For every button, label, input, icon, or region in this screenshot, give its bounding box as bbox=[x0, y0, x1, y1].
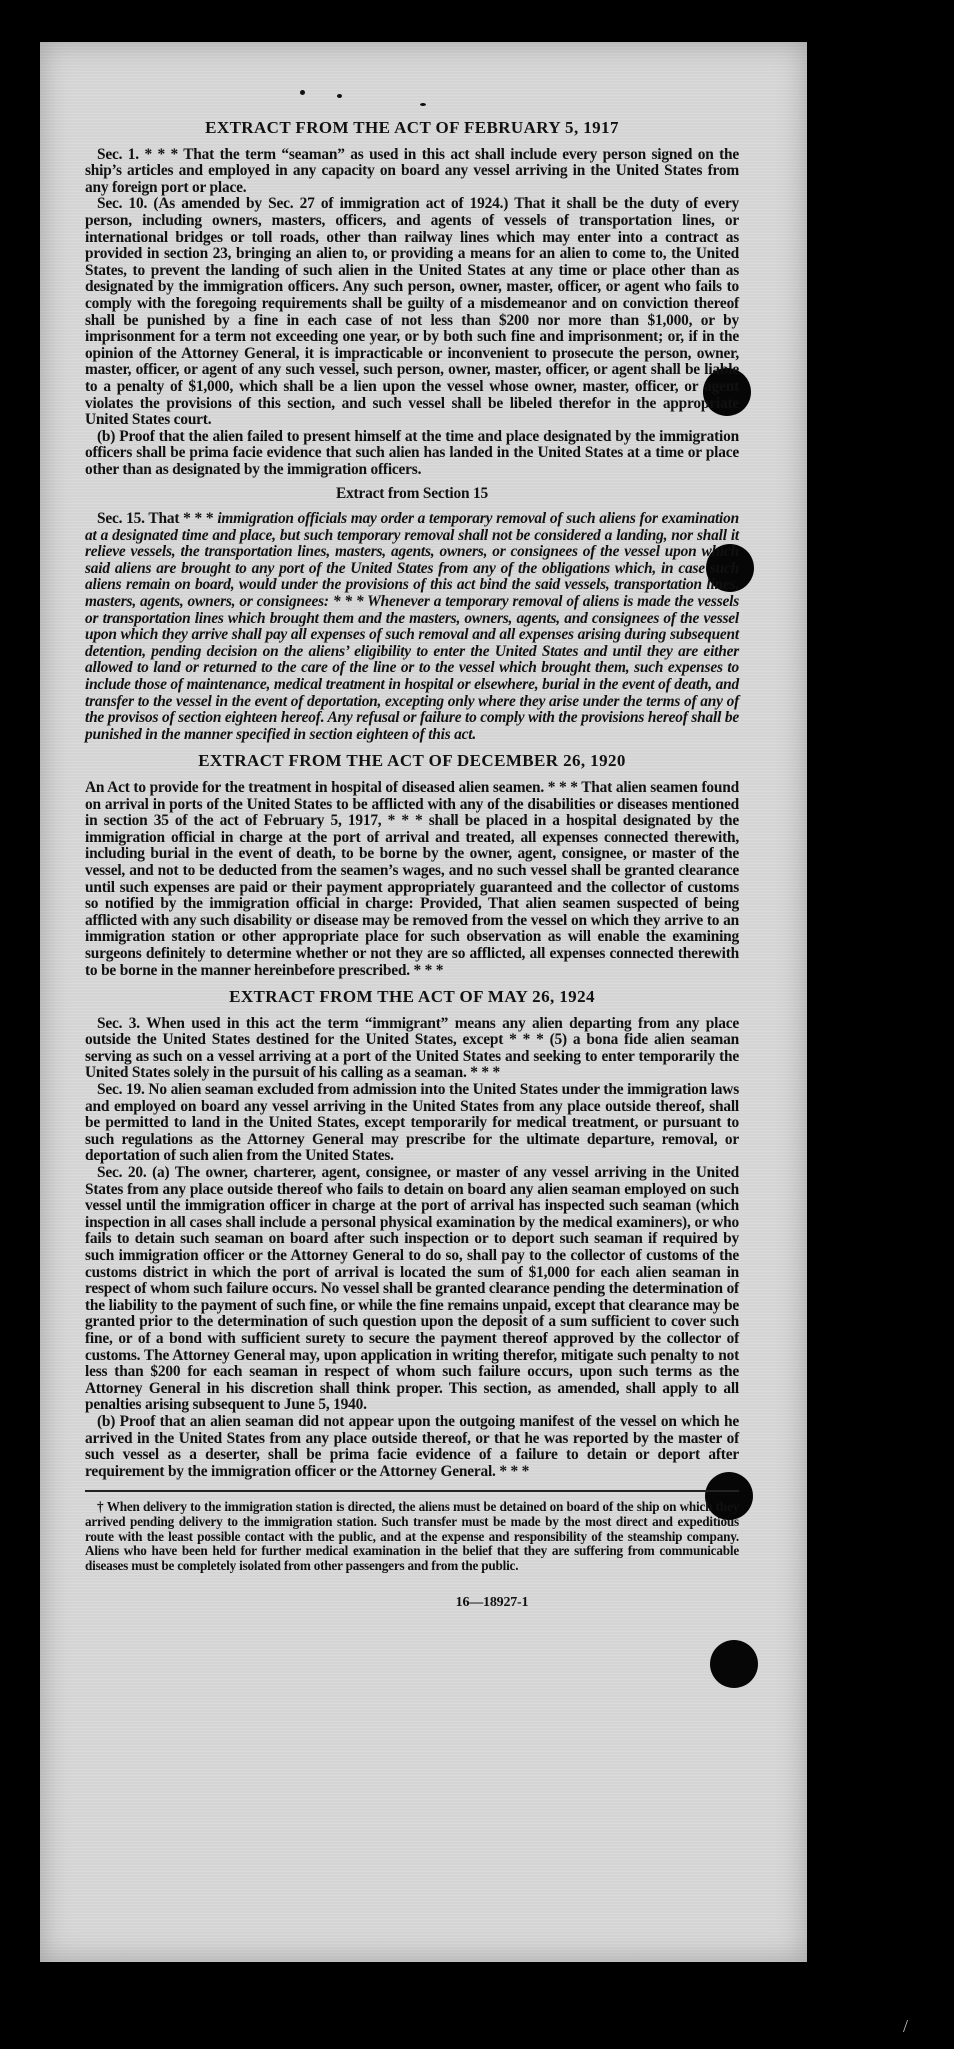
section-10b-paragraph: (b) Proof that the alien failed to present himself at the time and place designated by the immigration officers shall be prima facie evidence that such alien has landed in the United States at a time or place other than as designated by the immigration officers. bbox=[85, 427, 739, 478]
document-body bbox=[85, 120, 739, 1612]
ink-speck bbox=[337, 94, 342, 98]
section-10-paragraph: Sec. 10. (As amended by Sec. 27 of immigration act of 1924.) That it shall be the duty of every person, including owners, masters, officers, and agents of vessels of transportation lines, or international bridges or toll roads, other than railway lines which may enter into a contract as provided in section 23, bringing an alien to, or providing a means for an alien to come to, the United States, to prevent the landing of such alien in the United States at any time or place other than as designated by the immigration officers. Any such person, owner, master, officer, or agent who fails to comply with the foregoing requirements shall be guilty of a misdemeanor and on conviction thereof shall be punished by a fine in each case of not less than $200 nor more than $1,000, or by imprisonment for a term not exceeding one year, or by both such fine and imprisonment; or, if in the opinion of the Attorney General, it is impracticable or inconvenient to prosecute the person, owner, master, officer, or agent of any such vessel, such person, owner, master, officer, or agent shall be liable to a penalty of $1,000, which shall be a lien upon the vessel whose owner, master, officer, or agent violates the provisions of this section, and such vessel shall be libeled therefor in the appropriate United States court. bbox=[85, 195, 739, 429]
ink-speck bbox=[420, 103, 426, 106]
heading-act-1924: EXTRACT FROM THE ACT OF MAY 26, 1924 bbox=[229, 987, 595, 1007]
subheading-section-15: Extract from Section 15 bbox=[336, 485, 488, 503]
section-15-italic-text: immigration officials may order a temporary removal of such aliens for examination at a designated time and place, but such temporary removal shall not be considered a landing, nor shall it relieve vessels, the transportation lines, masters, agents, owners, or consignees of the vessel upon which said aliens are brought to any port of the United States from any of the obligations which, in case such aliens remain on board, would under the provisions of this act bind the said vessels, transportation lines, masters, agents, owners, or consignees: * * * Whenever a temporary removal of aliens is made the vessels or transportation lines which brought them and the masters, owners, agents, and consignees of the vessel upon which they arrive shall pay all expenses of such removal and all expenses arising during subsequent detention, pending decision on the aliens’ eligibility to enter the United States and until they are either allowed to land or returned to the care of the line or to the vessel which brought them, such expenses to include those of maintenance, medical treatment in hospital or elsewhere, burial in the event of death, and transfer to the vessel in the event of deportation, excepting only where they arise under the terms of any of the provisos of section eighteen hereof. Any refusal or failure to comply with the provisions hereof shall be punished in the manner specified in section eighteen of this act. bbox=[85, 510, 739, 743]
section-19-paragraph: Sec. 19. No alien seaman excluded from admission into the United States under the immigration laws and employed on board any vessel arriving in the United States from any place outside thereof, shall be permitted to land in the United States, except temporarily for medical treatment, or pursuant to such regulations as the Attorney General may prescribe for the ultimate departure, removal, or deportation of such alien from the United States. bbox=[85, 1081, 739, 1165]
section-15-paragraph bbox=[85, 511, 739, 743]
act-1920-paragraph: An Act to provide for the treatment in hospital of diseased alien seamen. * * * That alien seamen found on arrival in ports of the United States to be afflicted with any of the disabilities or diseases mentioned in section 35 of the act of February 5, 1917, * * * shall be placed in a hospital designated by the immigration official in charge at the port of arrival and treated, all expenses connected therewith, including burial in the event of death, to be borne by the owner, agent, consignee, or master of the vessel, and not to be deducted from the seamen’s wages, and no such vessel shall be granted clearance until such expenses are paid or their payment appropriately guaranteed and the collector of customs so notified by the immigration official in charge: Provided, That alien seamen suspected of being afflicted with any such disability or disease may be removed from the vessel on which they arrive to an immigration station or other appropriate place for such observation as will enable the examining surgeons definitely to determine whether or not they are so afflicted, all expenses connected therewith to be borne in the manner hereinbefore prescribed. * * * bbox=[85, 778, 739, 979]
section-1-paragraph: Sec. 1. * * * That the term “seaman” as used in this act shall include every person signed on the ship’s articles and employed in any capacity on board any vessel arriving in the United States from any foreign port or place. bbox=[85, 145, 739, 196]
section-20b-paragraph: (b) Proof that an alien seaman did not appear upon the outgoing manifest of the vessel on which he arrived in the United States from any place outside thereof, or that he was reported by the master of such vessel as a deserter, shall be prima facie evidence of a failure to detain or deport after requirement by the immigration officer or the Attorney General. * * * bbox=[85, 1412, 739, 1480]
heading-act-1917: EXTRACT FROM THE ACT OF FEBRUARY 5, 1917 bbox=[205, 118, 619, 137]
ink-speck bbox=[300, 90, 305, 95]
footnote-divider bbox=[85, 1490, 739, 1492]
footnote-text: † When delivery to the immigration station is directed, the aliens must be detained on board of the ship on which they arrived pending delivery to the immigration station. Such transfer must be made by the most direct and expeditious route with the least possible contact with the public, and at the expense and responsibility of the steamship company. Aliens who have been held for further medical examination in the belief that they are suffering from communicable diseases must be completely isolated from other passengers and from the public. bbox=[85, 1499, 739, 1573]
scan-mark: / bbox=[903, 2016, 909, 2036]
section-15-lead: Sec. 15. That * * * bbox=[97, 510, 218, 528]
form-number: 16—18927-1 bbox=[455, 1595, 529, 1611]
heading-act-1920: EXTRACT FROM THE ACT OF DECEMBER 26, 1920 bbox=[198, 751, 626, 771]
section-20-paragraph: Sec. 20. (a) The owner, charterer, agent, consignee, or master of any vessel arriving in the United States from any place outside thereof who fails to detain on board any alien seaman employed on such vessel until the immigration officer in charge at the port of arrival has inspected such seaman (which inspection in all cases shall include a personal physical examination by the medical examiners), or who fails to detain such seaman on board after such inspection or to deport such seaman if required by such immigration officer or the Attorney General to do so, shall pay to the collector of customs of the customs district in which the port of arrival is located the sum of $1,000 for each alien seaman in respect of whom such failure occurs. No vessel shall be granted clearance pending the determination of the liability to the payment of such fine, or while the fine remains unpaid, except that clearance may be granted prior to the determination of such question upon the deposit of a sum sufficient to cover such fine, or of a bond with sufficient surety to secure the payment thereof approved by the collector of customs. The Attorney General may, upon application in writing therefor, mitigate such penalty to not less than $200 for each seaman in respect of whom such failure occurs, upon such terms as the Attorney General in his discretion shall think proper. This section, as amended, shall apply to all penalties arising subsequent to June 5, 1940. bbox=[85, 1164, 739, 1414]
section-3-paragraph: Sec. 3. When used in this act the term “immigrant” means any alien departing from any place outside the United States destined for the United States, except * * * (5) a bona fide alien seaman serving as such on a vessel arriving at a port of the United States and seeking to enter temporarily the United States solely in the pursuit of his calling as a seaman. * * * bbox=[85, 1014, 739, 1082]
punch-hole bbox=[710, 1640, 758, 1688]
